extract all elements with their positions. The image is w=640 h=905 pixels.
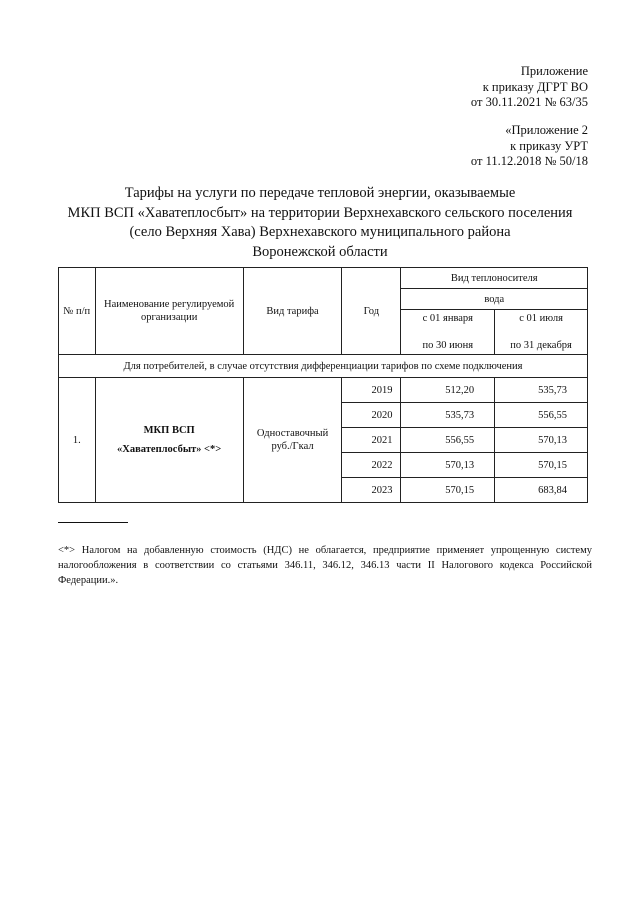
organization-name (95, 378, 243, 503)
table-header-row (59, 268, 588, 289)
order-reference: к приказу УРТ (510, 138, 588, 153)
order-date-number: от 11.12.2018 № 50/18 (470, 154, 588, 168)
header-first-half-from: с 01 января (422, 313, 474, 324)
section-row (59, 355, 588, 378)
tariffs-table (58, 267, 588, 503)
tariff-second-half: 535,73 (495, 378, 588, 403)
appendix-label: «Приложение 2 (505, 123, 588, 137)
appendix-dgrt-header (471, 64, 588, 111)
header-first-half (401, 310, 495, 355)
year-cell: 2021 (342, 428, 401, 453)
header-water: вода (401, 289, 588, 310)
header-organization: Наименование регулируемой организации (95, 268, 243, 355)
tariff-first-half: 570,13 (401, 453, 495, 478)
tariff-second-half: 570,13 (495, 428, 588, 453)
tariff-first-half: 570,15 (401, 478, 495, 503)
tariff-type: Одноставочный руб./Гкал (243, 378, 341, 503)
title-line: Тарифы на услуги по передаче тепловой энергии, оказываемые (124, 185, 516, 201)
footnote-divider (58, 522, 128, 523)
header-number: № п/п (59, 268, 96, 355)
title-line: (село Верхняя Хава) Верхнехавского муниципального района (129, 224, 511, 240)
organization-name-line2: «Хаватеплосбыт» <*> (117, 444, 222, 455)
year-cell: 2022 (342, 453, 401, 478)
table-row (59, 378, 588, 403)
title-line: Воронежской области (252, 243, 388, 260)
title-line: МКП ВСП «Хаватеплосбыт» на территории Верхнехавского сельского поселения (67, 204, 573, 221)
tariff-second-half: 683,84 (495, 478, 588, 503)
order-date-number: от 30.11.2021 № 63/35 (470, 95, 588, 109)
header-second-half-to: по 31 декабря (510, 340, 572, 351)
tariff-second-half: 556,55 (495, 403, 588, 428)
document-title (40, 184, 600, 262)
header-second-half-from: с 01 июля (519, 313, 563, 324)
header-second-half (495, 310, 588, 355)
section-label: Для потребителей, в случае отсутствия дифференциации тарифов по схеме подключения (59, 355, 588, 378)
header-tariff-type: Вид тарифа (243, 268, 341, 355)
organization-name-line1: МКП ВСП (143, 425, 195, 436)
tariff-first-half: 556,55 (401, 428, 495, 453)
year-cell: 2019 (342, 378, 401, 403)
row-number: 1. (59, 378, 96, 503)
appendix-urt-header (471, 123, 588, 170)
tariff-second-half: 570,15 (495, 453, 588, 478)
header-year: Год (342, 268, 401, 355)
appendix-label: Приложение (520, 64, 588, 78)
tariff-first-half: 512,20 (401, 378, 495, 403)
header-heat-carrier: Вид теплоносителя (401, 268, 588, 289)
order-reference: к приказу ДГРТ ВО (482, 79, 588, 94)
footnote: <*> Налогом на добавленную стоимость (НДС) не облагается, предприятие применяет упрощенную систему налогообложения в соответствии со статьями 346.11, 346.12, 346.13 части II Налогового кодекса Российской Федерации.». (58, 545, 592, 586)
tariff-first-half: 535,73 (401, 403, 495, 428)
year-cell: 2023 (342, 478, 401, 503)
header-first-half-to: по 30 июня (422, 340, 474, 351)
year-cell: 2020 (342, 403, 401, 428)
